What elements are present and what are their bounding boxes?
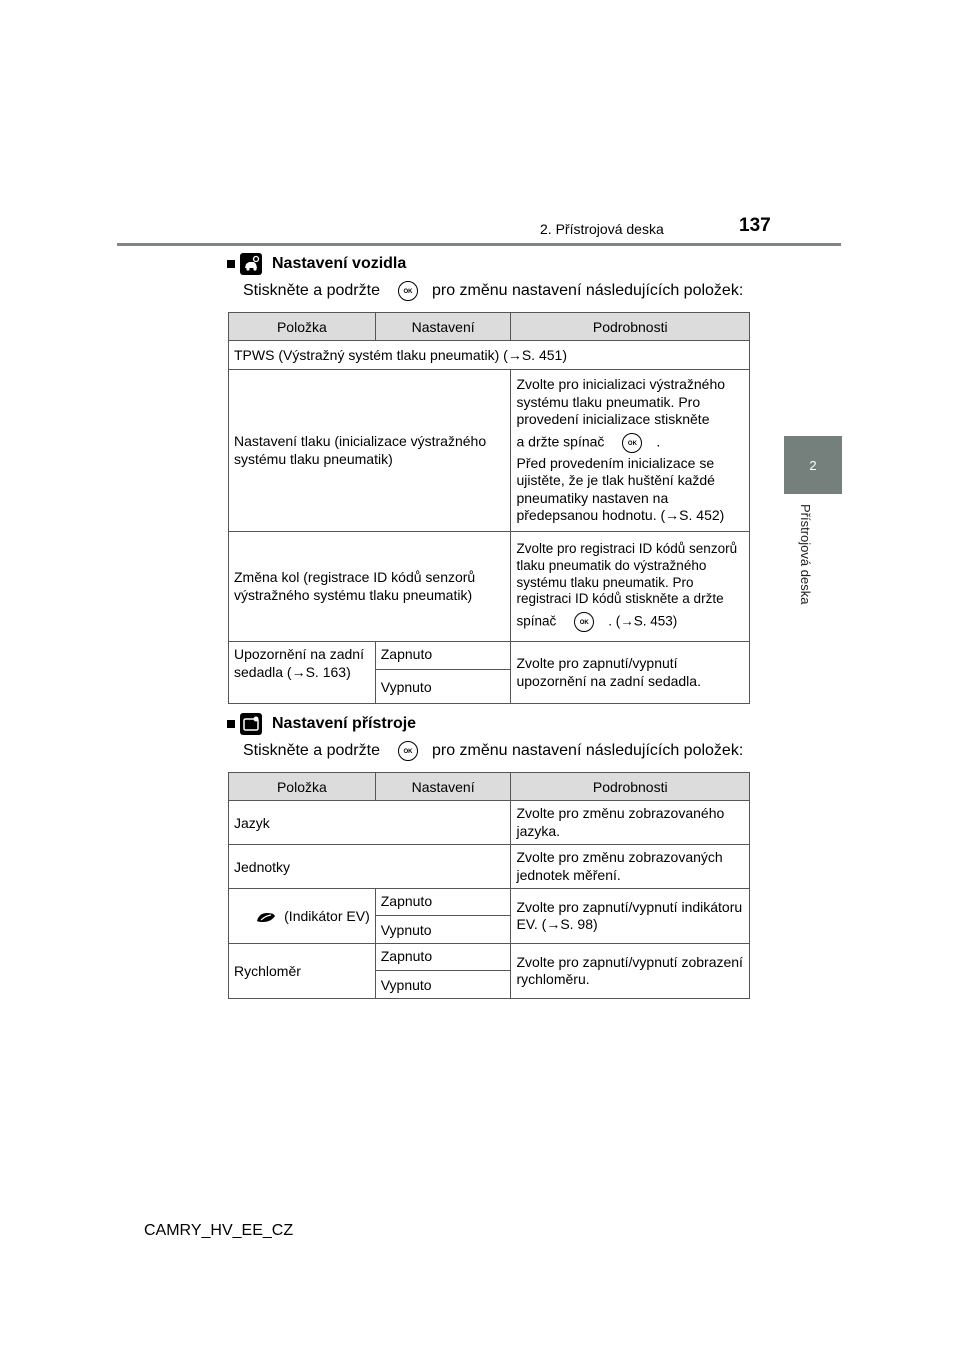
- bullet-square: [227, 260, 235, 268]
- speedometer-item: Rychloměr: [229, 944, 376, 999]
- col-header-item: Položka: [229, 313, 376, 341]
- vehicle-settings-table: [228, 312, 750, 704]
- rear-seat-off: Vypnuto: [375, 670, 511, 704]
- speedometer-off: Vypnuto: [375, 971, 511, 999]
- speedometer-on: Zapnuto: [375, 944, 511, 971]
- col-header-details: Podrobnosti: [511, 313, 750, 341]
- col-header-setting: Nastavení: [375, 313, 511, 341]
- rear-seat-on: Zapnuto: [375, 642, 511, 670]
- page-number: 137: [739, 215, 771, 236]
- ok-button-icon: OK: [574, 612, 594, 632]
- section-vehicle-settings-title: Nastavení vozidla: [272, 255, 407, 272]
- speedometer-detail: Zvolte pro zapnutí/vypnutí zobrazení rychloměru.: [511, 944, 750, 999]
- chapter-tab: [784, 436, 842, 494]
- chapter-number: 2: [809, 457, 817, 473]
- footer-document-code: CAMRY_HV_EE_CZ: [144, 1222, 294, 1239]
- language-detail: Zvolte pro změnu zobrazovaného jazyka.: [511, 801, 750, 845]
- intro-text-after: pro změnu nastavení následujících položek:: [431, 282, 744, 300]
- pressure-detail-text-c: Před provedením inicializace se ujistěte, že je tlak huštění každé pneumatiky nastaven na předepsanou hodnotu. (→S. 452): [516, 454, 725, 524]
- ok-button-icon: OK: [398, 281, 418, 301]
- pressure-setting-item: Nastavení tlaku (inicializace výstražného systému tlaku pneumatik): [229, 370, 511, 532]
- wheel-change-detail: [511, 532, 750, 642]
- ok-button-icon: OK: [622, 433, 642, 453]
- header-rule: [117, 243, 841, 246]
- wheel-detail-text-b2: . (→S. 453): [608, 613, 678, 629]
- vehicle-settings-icon: [240, 253, 262, 275]
- chapter-side-label: Přístrojová deska: [798, 504, 813, 605]
- section-meter-settings-title: Nastavení přístroje: [272, 715, 417, 732]
- ev-indicator-label: (Indikátor EV): [284, 908, 370, 924]
- pressure-detail-text-a: Zvolte pro inicializaci výstražného systému tlaku pneumatik. Pro provedení inicializace stiskněte: [516, 376, 726, 428]
- ev-indicator-off: Vypnuto: [375, 916, 511, 944]
- rear-seat-reminder-item: Upozornění na zadní sedadla (→S. 163): [229, 642, 376, 704]
- pressure-detail-text-b2: .: [656, 433, 661, 450]
- wheel-detail-text-b: spínač: [516, 613, 557, 629]
- wheel-detail-line-b: [516, 612, 744, 632]
- section-vehicle-settings-intro: [243, 281, 743, 301]
- pressure-detail-text-b: a držte spínač: [516, 433, 605, 450]
- col-header-setting: Nastavení: [375, 773, 511, 801]
- rear-seat-detail: Zvolte pro zapnutí/vypnutí upozornění na zadní sedadla.: [511, 642, 750, 704]
- units-detail: Zvolte pro změnu zobrazovaných jednotek měření.: [511, 845, 750, 889]
- ev-indicator-detail: Zvolte pro zapnutí/vypnutí indikátoru EV. (→S. 98): [511, 889, 750, 944]
- ok-button-icon: OK: [398, 741, 418, 761]
- intro-text-after: pro změnu nastavení následujících položek:: [431, 742, 744, 760]
- col-header-item: Položka: [229, 773, 376, 801]
- bullet-square: [227, 720, 235, 728]
- wheel-detail-text-a: Zvolte pro registraci ID kódů senzorů tlaku pneumatik do výstražného systému tlaku pneumatik. Pro registraci ID kódů stiskněte a držte: [516, 540, 738, 607]
- intro-text-before: Stiskněte a podržte: [243, 282, 380, 300]
- ev-indicator-on: Zapnuto: [375, 889, 511, 916]
- pressure-setting-detail: [511, 370, 750, 532]
- section-vehicle-settings-heading: [227, 253, 406, 275]
- pressure-detail-line-b: [516, 433, 744, 453]
- units-item: Jednotky: [229, 845, 511, 889]
- wheel-change-item: Změna kol (registrace ID kódů senzorů výstražného systému tlaku pneumatik): [229, 532, 511, 642]
- language-item: Jazyk: [229, 801, 511, 845]
- section-meter-settings-heading: [227, 713, 416, 735]
- section-meter-settings-intro: [243, 741, 743, 761]
- ev-indicator-icon: [256, 911, 276, 923]
- header-section-title: 2. Přístrojová deska: [540, 221, 664, 237]
- col-header-details: Podrobnosti: [511, 773, 750, 801]
- meter-settings-table: [228, 772, 750, 999]
- ev-indicator-item: [229, 889, 376, 944]
- tpws-row: TPWS (Výstražný systém tlaku pneumatik) (→S. 451): [229, 341, 750, 370]
- intro-text-before: Stiskněte a podržte: [243, 742, 380, 760]
- meter-settings-icon: [240, 713, 262, 735]
